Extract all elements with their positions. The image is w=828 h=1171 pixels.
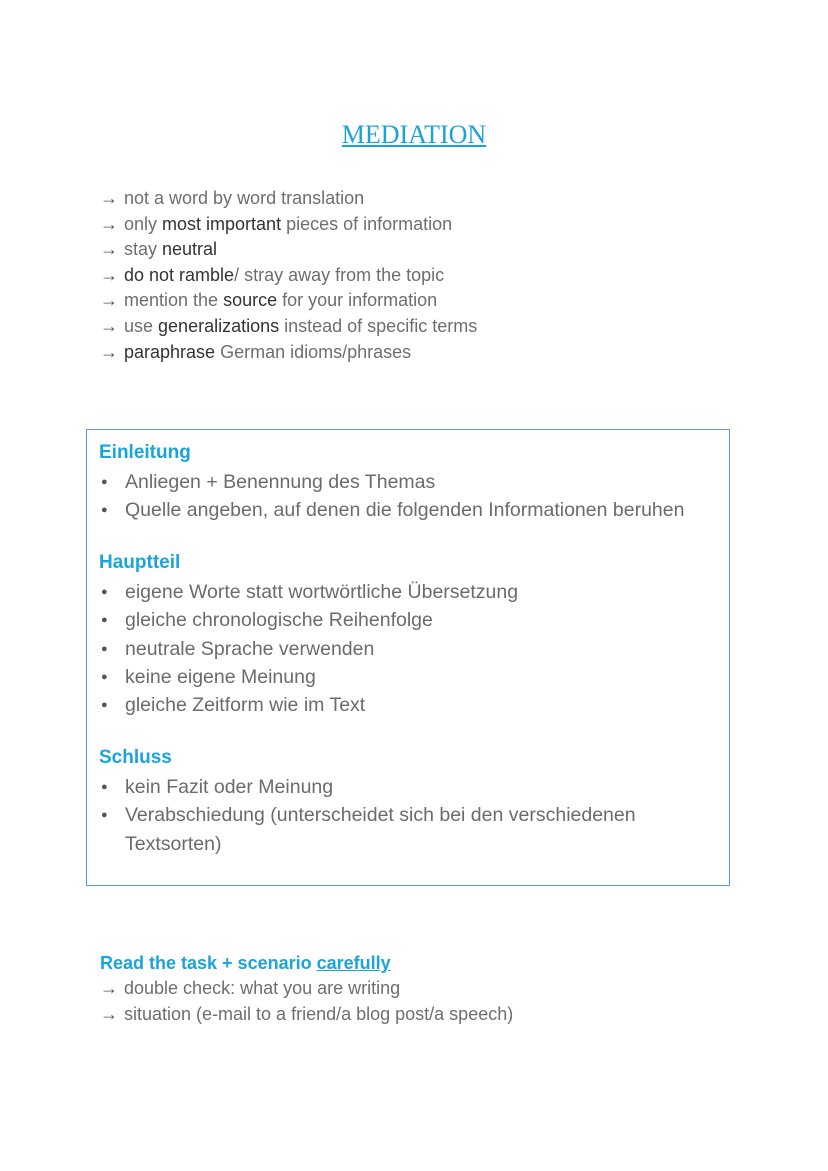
bullet-item: ● eigene Worte statt wortwörtliche Übersetzung xyxy=(99,578,717,606)
tip-line xyxy=(100,186,477,212)
tip-text: only xyxy=(124,213,163,234)
tip-line xyxy=(100,263,477,289)
bullet-item: ● Quelle angeben, auf denen die folgenden Informationen beruhen xyxy=(99,496,717,524)
task-lines xyxy=(100,976,513,1027)
bullet-list xyxy=(99,773,717,858)
arrow-right-icon: → xyxy=(100,239,118,260)
task-line xyxy=(100,976,513,1002)
tip-text: German idioms/phrases xyxy=(215,341,412,362)
tip-line xyxy=(100,314,477,340)
tip-line xyxy=(100,212,477,238)
structure-box xyxy=(86,429,730,886)
tip-text: pieces of information xyxy=(281,213,453,234)
section-heading: Einleitung xyxy=(99,442,191,463)
bullet-list xyxy=(99,468,717,525)
bullet-list xyxy=(99,578,717,720)
tip-text: / stray away from the topic xyxy=(234,264,445,285)
bullet-item: ● Verabschiedung (unterscheidet sich bei den verschiedenen Textsorten) xyxy=(99,801,717,858)
bullet-item: ● gleiche Zeitform wie im Text xyxy=(99,691,717,719)
bullet-item: ● keine eigene Meinung xyxy=(99,663,717,691)
tip-keyword: most important xyxy=(162,213,282,234)
tip-keyword: paraphrase xyxy=(124,341,216,362)
tip-keyword: generalizations xyxy=(158,315,280,336)
tip-text: for your information xyxy=(277,290,438,311)
arrow-right-icon: → xyxy=(100,188,118,208)
task-heading-underlined: carefully xyxy=(316,953,391,973)
bullet-item: ● neutrale Sprache verwenden xyxy=(99,635,717,663)
task-heading-main: Read the task + scenario xyxy=(100,953,317,973)
page-title: MEDIATION xyxy=(341,120,487,149)
section-heading: Schluss xyxy=(99,746,172,768)
arrow-right-icon: → xyxy=(100,315,118,336)
task-text: situation (e-mail to a friend/a blog post/a speech) xyxy=(124,1003,514,1024)
section-heading: Hauptteil xyxy=(99,551,181,573)
tip-line xyxy=(100,288,477,314)
task-heading xyxy=(100,950,513,976)
task-text: double check: what you are writing xyxy=(124,978,401,998)
tip-text: not a word by word translation xyxy=(124,188,365,208)
tip-text: stay xyxy=(124,239,163,260)
arrow-right-icon: → xyxy=(100,264,118,285)
arrow-right-icon: → xyxy=(100,213,118,234)
arrow-right-icon: → xyxy=(100,290,118,311)
tip-text: mention the xyxy=(124,290,224,311)
arrow-right-icon: → xyxy=(100,978,118,998)
bullet-item: ● kein Fazit oder Meinung xyxy=(99,773,717,801)
arrow-right-icon: → xyxy=(100,1003,118,1024)
tip-keyword: do not ramble xyxy=(124,264,235,285)
tips-list xyxy=(100,186,477,365)
bullet-item: ● gleiche chronologische Reihenfolge xyxy=(99,606,717,634)
tip-line xyxy=(100,340,477,366)
arrow-right-icon: → xyxy=(100,341,118,362)
tip-text: use xyxy=(124,315,159,336)
task-line xyxy=(100,1002,513,1028)
tip-line xyxy=(100,237,477,263)
bullet-item: ● Anliegen + Benennung des Themas xyxy=(99,468,717,496)
tip-keyword: neutral xyxy=(162,239,218,260)
tip-text: instead of specific terms xyxy=(279,315,478,336)
task-section xyxy=(100,950,513,1027)
tip-keyword: source xyxy=(223,290,278,311)
